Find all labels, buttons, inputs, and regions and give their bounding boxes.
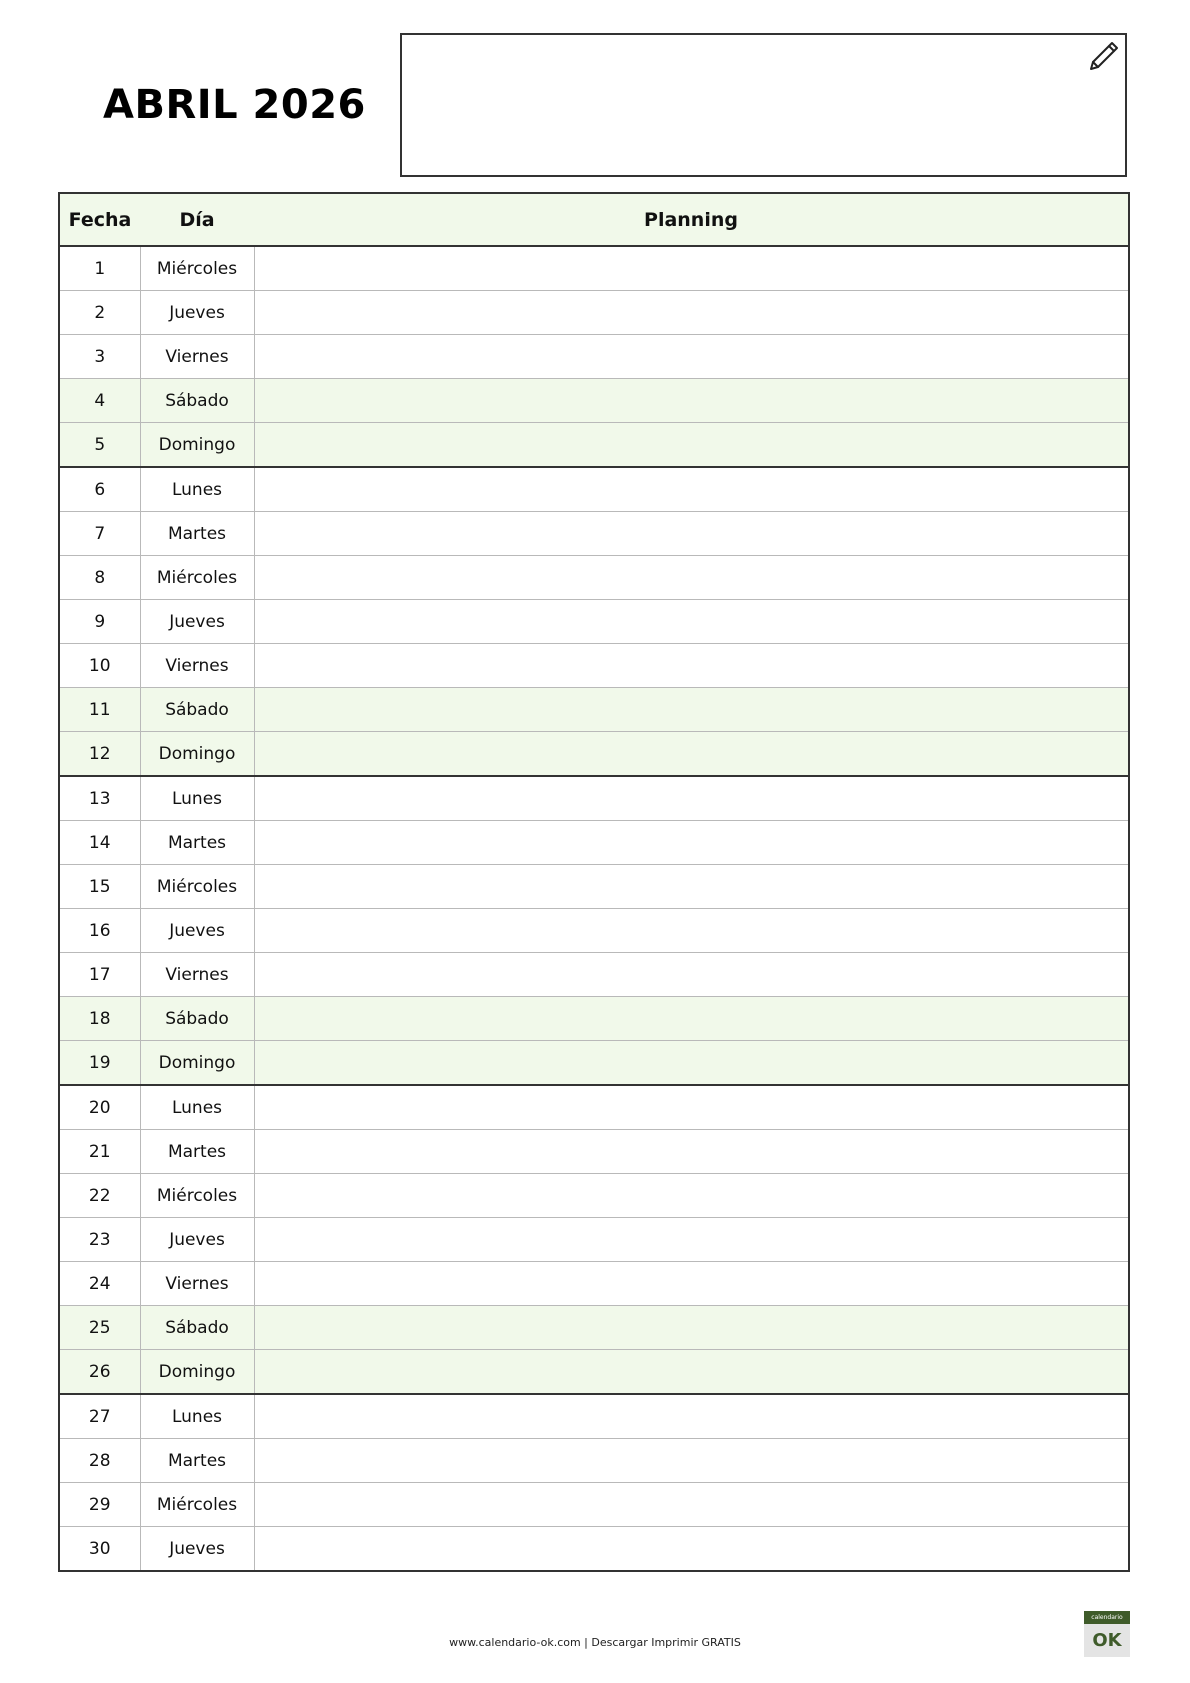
day-cell: Lunes — [140, 1394, 254, 1439]
day-cell: Viernes — [140, 953, 254, 997]
day-cell: Martes — [140, 821, 254, 865]
planning-cell[interactable] — [254, 865, 1128, 909]
table-row — [60, 953, 1128, 997]
day-cell: Miércoles — [140, 556, 254, 600]
table-row — [60, 335, 1128, 379]
date-cell: 5 — [60, 423, 140, 468]
day-cell: Miércoles — [140, 1174, 254, 1218]
table-row — [60, 1218, 1128, 1262]
planning-cell[interactable] — [254, 732, 1128, 777]
planning-cell[interactable] — [254, 1527, 1128, 1571]
table-row — [60, 1350, 1128, 1395]
day-cell: Miércoles — [140, 246, 254, 291]
day-cell: Viernes — [140, 644, 254, 688]
table-row — [60, 688, 1128, 732]
date-cell: 9 — [60, 600, 140, 644]
table-row — [60, 600, 1128, 644]
date-cell: 15 — [60, 865, 140, 909]
date-cell: 2 — [60, 291, 140, 335]
header-row — [60, 194, 1128, 246]
table-row — [60, 467, 1128, 512]
date-cell: 16 — [60, 909, 140, 953]
planning-cell[interactable] — [254, 1130, 1128, 1174]
table-row — [60, 909, 1128, 953]
date-cell: 22 — [60, 1174, 140, 1218]
planning-cell[interactable] — [254, 1483, 1128, 1527]
planning-cell[interactable] — [254, 1262, 1128, 1306]
table-row — [60, 776, 1128, 821]
table-row — [60, 1306, 1128, 1350]
planning-cell[interactable] — [254, 1174, 1128, 1218]
planning-cell[interactable] — [254, 1085, 1128, 1130]
day-cell: Jueves — [140, 909, 254, 953]
planning-cell[interactable] — [254, 246, 1128, 291]
table-row — [60, 1483, 1128, 1527]
table-row — [60, 1439, 1128, 1483]
table-row — [60, 1527, 1128, 1571]
planner-table — [58, 192, 1130, 1572]
date-cell: 25 — [60, 1306, 140, 1350]
table-row — [60, 865, 1128, 909]
table-row — [60, 379, 1128, 423]
table-row — [60, 1174, 1128, 1218]
day-cell: Domingo — [140, 423, 254, 468]
day-cell: Jueves — [140, 291, 254, 335]
date-cell: 12 — [60, 732, 140, 777]
date-cell: 20 — [60, 1085, 140, 1130]
table-row — [60, 1085, 1128, 1130]
day-cell: Martes — [140, 1439, 254, 1483]
planning-cell[interactable] — [254, 1350, 1128, 1395]
planning-cell[interactable] — [254, 1306, 1128, 1350]
date-cell: 21 — [60, 1130, 140, 1174]
table-row — [60, 1130, 1128, 1174]
planning-cell[interactable] — [254, 600, 1128, 644]
table-row — [60, 556, 1128, 600]
planning-cell[interactable] — [254, 291, 1128, 335]
planning-cell[interactable] — [254, 512, 1128, 556]
table-row — [60, 644, 1128, 688]
page-title: ABRIL 2026 — [103, 82, 366, 128]
date-cell: 14 — [60, 821, 140, 865]
day-cell: Jueves — [140, 600, 254, 644]
planning-cell[interactable] — [254, 644, 1128, 688]
day-cell: Jueves — [140, 1527, 254, 1571]
date-cell: 26 — [60, 1350, 140, 1395]
date-cell: 30 — [60, 1527, 140, 1571]
day-cell: Martes — [140, 512, 254, 556]
planning-cell[interactable] — [254, 997, 1128, 1041]
date-cell: 11 — [60, 688, 140, 732]
planning-cell[interactable] — [254, 953, 1128, 997]
planning-cell[interactable] — [254, 423, 1128, 468]
date-cell: 7 — [60, 512, 140, 556]
day-cell: Lunes — [140, 467, 254, 512]
day-cell: Jueves — [140, 1218, 254, 1262]
pencil-icon[interactable] — [1085, 37, 1123, 75]
table-row — [60, 821, 1128, 865]
table-row — [60, 291, 1128, 335]
planning-cell[interactable] — [254, 1439, 1128, 1483]
footer-text: www.calendario-ok.com | Descargar Imprimir GRATIS — [449, 1636, 741, 1649]
date-cell: 19 — [60, 1041, 140, 1086]
date-cell: 8 — [60, 556, 140, 600]
table-row — [60, 732, 1128, 777]
date-cell: 13 — [60, 776, 140, 821]
planning-cell[interactable] — [254, 1041, 1128, 1086]
planning-cell[interactable] — [254, 467, 1128, 512]
day-cell: Sábado — [140, 688, 254, 732]
table-row — [60, 1394, 1128, 1439]
date-cell: 17 — [60, 953, 140, 997]
column-header-planning: Planning — [254, 194, 1128, 246]
planning-cell[interactable] — [254, 909, 1128, 953]
planning-cell[interactable] — [254, 556, 1128, 600]
date-cell: 24 — [60, 1262, 140, 1306]
notes-box[interactable] — [400, 33, 1127, 177]
day-cell: Miércoles — [140, 865, 254, 909]
day-cell: Lunes — [140, 1085, 254, 1130]
day-cell: Sábado — [140, 379, 254, 423]
day-cell: Viernes — [140, 335, 254, 379]
day-cell: Sábado — [140, 1306, 254, 1350]
planning-cell[interactable] — [254, 335, 1128, 379]
planning-cell[interactable] — [254, 688, 1128, 732]
date-cell: 18 — [60, 997, 140, 1041]
brand-logo — [1084, 1611, 1130, 1657]
date-cell: 23 — [60, 1218, 140, 1262]
date-cell: 1 — [60, 246, 140, 291]
date-cell: 6 — [60, 467, 140, 512]
planning-cell[interactable] — [254, 1394, 1128, 1439]
date-cell: 29 — [60, 1483, 140, 1527]
date-cell: 3 — [60, 335, 140, 379]
day-cell: Sábado — [140, 997, 254, 1041]
planning-cell[interactable] — [254, 821, 1128, 865]
planning-cell[interactable] — [254, 776, 1128, 821]
table-row — [60, 1262, 1128, 1306]
day-cell: Domingo — [140, 1041, 254, 1086]
day-cell: Martes — [140, 1130, 254, 1174]
table-row — [60, 512, 1128, 556]
planning-cell[interactable] — [254, 1218, 1128, 1262]
table-row — [60, 246, 1128, 291]
table-row — [60, 1041, 1128, 1086]
day-cell: Miércoles — [140, 1483, 254, 1527]
planning-cell[interactable] — [254, 379, 1128, 423]
table-row — [60, 423, 1128, 468]
day-cell: Lunes — [140, 776, 254, 821]
day-cell: Domingo — [140, 732, 254, 777]
logo-bottom-text: OK — [1084, 1624, 1130, 1657]
column-header-date: Fecha — [60, 194, 140, 246]
date-cell: 4 — [60, 379, 140, 423]
logo-top-text: calendario — [1084, 1611, 1130, 1624]
date-cell: 27 — [60, 1394, 140, 1439]
date-cell: 10 — [60, 644, 140, 688]
column-header-day: Día — [140, 194, 254, 246]
day-cell: Domingo — [140, 1350, 254, 1395]
day-cell: Viernes — [140, 1262, 254, 1306]
table-row — [60, 997, 1128, 1041]
date-cell: 28 — [60, 1439, 140, 1483]
